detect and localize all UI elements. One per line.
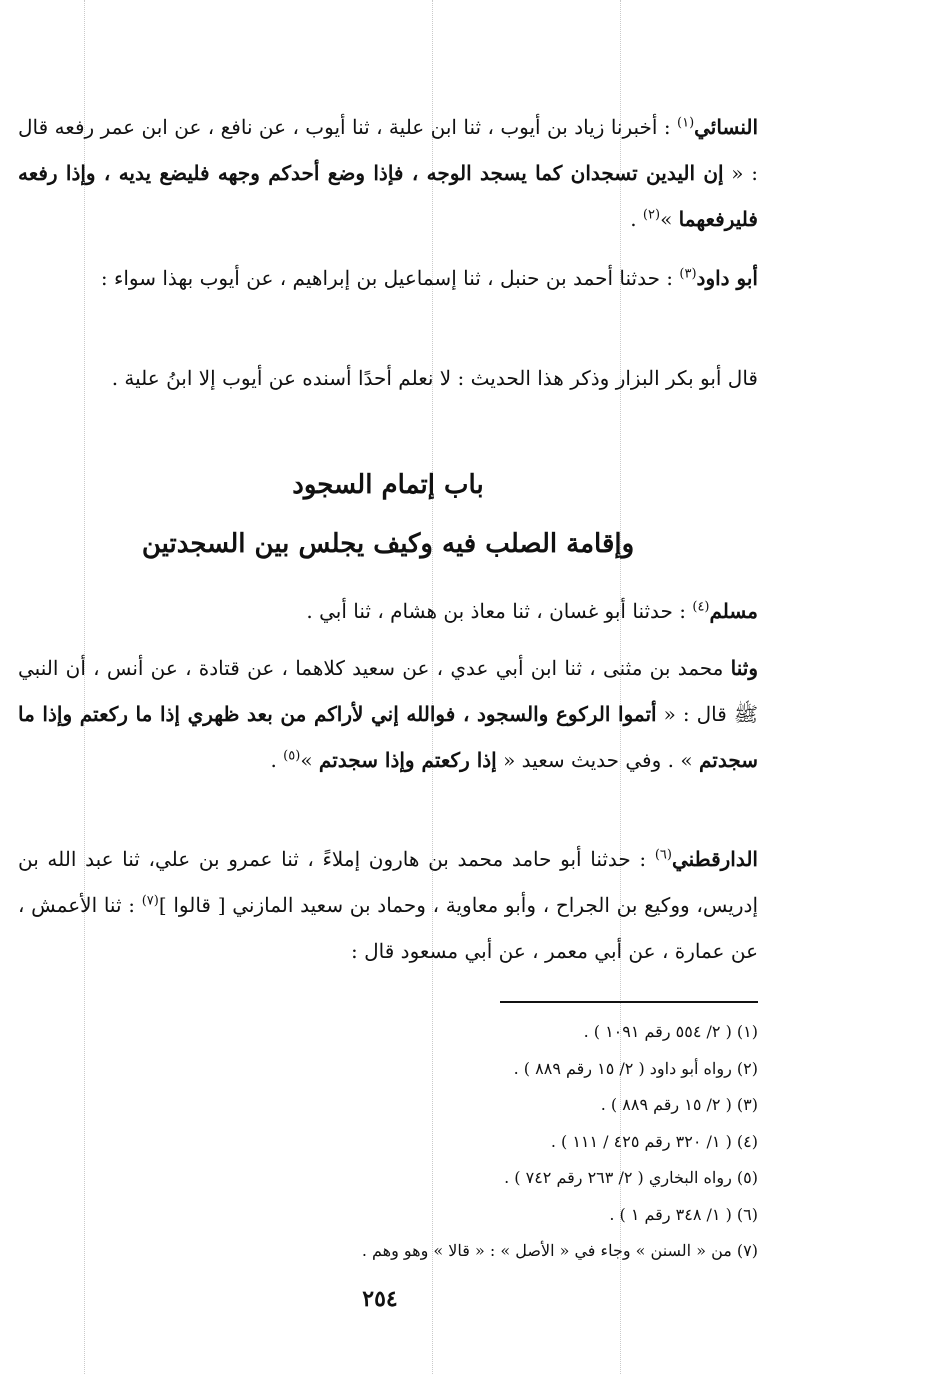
footnote-ref: (٤): [692, 599, 710, 615]
quote-close: »: [660, 207, 679, 231]
isnad-text: : ثنا الأعمش ، عن عمارة ، عن أبي معمر ، عن أبي مسعود قال :: [18, 893, 758, 963]
quote-close: »: [300, 748, 319, 772]
lead-word: وثنا: [730, 656, 758, 680]
isnad-text: : حدثنا أبو حامد محمد بن هارون إملاءً ، ثنا عمرو بن علي، ثنا عبد الله بن إدريس، ووكيع بن الجراح ، وأبو معاوية ، وحماد بن سعيد المازني [ قالوا ]: [18, 847, 759, 917]
period: .: [270, 748, 284, 772]
footnotes: [200, 1014, 758, 1270]
page-number: ٢٥٤: [362, 1286, 398, 1312]
hadith-text: إن اليدين تسجدان كما يسجد الوجه ، فإذا وضع أحدكم وجهه فليضع يديه ، وإذا رفعه فليرفعهما: [18, 161, 758, 231]
footnote-ref: (٣): [679, 266, 697, 282]
footnote-item: (٣) ( ٢/ ١٥ رقم ٨٨٩ ) .: [600, 1095, 758, 1114]
hadith-variant-text: إذا ركعتم وإذا سجدتم: [318, 748, 497, 772]
footnote-ref: (٦): [654, 847, 672, 863]
footnote-item: (٢) رواه أبو داود ( ٢/ ١٥ رقم ٨٨٩ ) .: [513, 1058, 758, 1078]
footnote-separator: [500, 1001, 758, 1003]
isnad-text: : حدثنا أحمد بن حنبل ، ثنا إسماعيل بن إبراهيم ، عن أيوب بهذا سواء :: [100, 266, 680, 290]
chapter-heading-line2: وإقامة الصلب فيه وكيف يجلس بين السجدتين: [141, 529, 635, 559]
footnote-item: (١) ( ٢/ ٥٥٤ رقم ١٠٩١ ) .: [583, 1022, 758, 1041]
footnote-ref: (٧): [141, 893, 159, 909]
footnote-item: (٤) ( ١/ ٣٢٠ رقم ٤٢٥ / ١١١ ) .: [550, 1131, 758, 1151]
footnote-item: (٦) ( ١/ ٣٤٨ رقم ١ ) .: [609, 1204, 758, 1224]
source-name: أبو داود: [696, 266, 758, 290]
paragraph-daraqutni: [18, 836, 758, 974]
paragraph-muslim-second-chain: [18, 645, 758, 783]
paragraph-muslim: [18, 588, 758, 634]
commentary-text: قال أبو بكر البزار وذكر هذا الحديث : لا نعلم أحدًا أسنده عن أيوب إلا ابنُ علية .: [111, 366, 758, 390]
footnote-item: (٧) من « السنن » وجاء في « الأصل » : « قالا » وهو وهم .: [361, 1241, 758, 1260]
isnad-text: : أخبرنا زياد بن أيوب ، ثنا ابن علية ، ثنا أيوب ، عن نافع ، عن ابن عمر رفعه قال : «: [18, 115, 758, 185]
footnote-ref: (٥): [283, 748, 301, 764]
paragraph-abu-dawud: [18, 255, 758, 301]
footnote-ref: (١): [677, 115, 695, 131]
source-name: الدارقطني: [671, 847, 758, 871]
connector-text: » . وفي حديث سعيد «: [496, 748, 699, 772]
hadith-text: أتموا الركوع والسجود ، فوالله إني لأراكم من بعد ظهري إذا ما ركعتم وإذا ما سجدتم: [18, 702, 758, 772]
chapter-heading-line1: باب إتمام السجود: [292, 470, 484, 500]
paragraph-bazzar: [18, 355, 758, 401]
paragraph-nasai: [18, 104, 758, 242]
source-name: مسلم: [709, 599, 758, 623]
isnad-text: : حدثنا أبو غسان ، ثنا معاذ بن هشام ، ثنا أبي .: [306, 599, 693, 623]
footnote-item: (٥) رواه البخاري ( ٢/ ٢٦٣ رقم ٧٤٢ ) .: [504, 1168, 758, 1187]
footnote-ref: (٢): [642, 207, 661, 223]
source-name: النسائي: [694, 115, 758, 139]
isnad-text: محمد بن مثنى ، ثنا ابن أبي عدي ، عن سعيد كلاهما ، عن قتادة ، عن أنس ، أن النبي ﷺ قال : «: [18, 656, 759, 726]
period: .: [630, 207, 643, 231]
